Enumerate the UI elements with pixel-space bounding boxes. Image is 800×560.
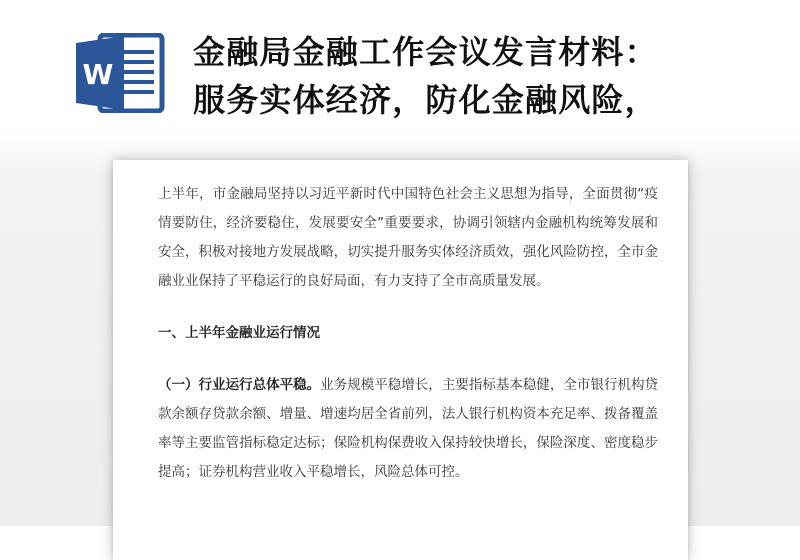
title-line-1: 金融局金融工作会议发言材料： — [193, 33, 658, 71]
section-heading: 一、上半年金融业运行情况 — [158, 325, 320, 341]
subsection-body: 业务规模平稳增长，主要指标基本稳健，全市银行机构贷款余额存贷款余额、增量、增速均居全省前列，法人银行机构资本充足率、拨备覆盖率等主要监管指标稳定达标；保险机构保费收入保持较快增长，保险深度、密度稳步提高；证券机构营业收入平稳增长，风险总体可控。 — [158, 377, 659, 480]
document-body — [158, 180, 658, 487]
title-line-2: 服务实体经济，防化金融风险， — [193, 81, 658, 119]
document-page — [113, 160, 688, 560]
word-document-icon — [74, 33, 166, 113]
word-icon-letter: W — [82, 58, 114, 91]
subsection-paragraph — [158, 371, 658, 487]
intro-paragraph: 上半年，市金融局坚持以习近平新时代中国特色社会主义思想为指导，全面贯彻“疫情要防住，经济要稳住，发展要安全”重要要求，协调引领辖内金融机构统筹发展和安全，积极对接地方发展战略，切实提升服务实体经济质效，强化风险防控，全市金融业业保持了平稳运行的良好局面，有力支持了全市高质量发展。 — [158, 186, 658, 289]
header-banner — [0, 0, 800, 150]
subsection-lead: （一）行业运行总体平稳。 — [158, 377, 321, 393]
page-title — [193, 28, 793, 124]
